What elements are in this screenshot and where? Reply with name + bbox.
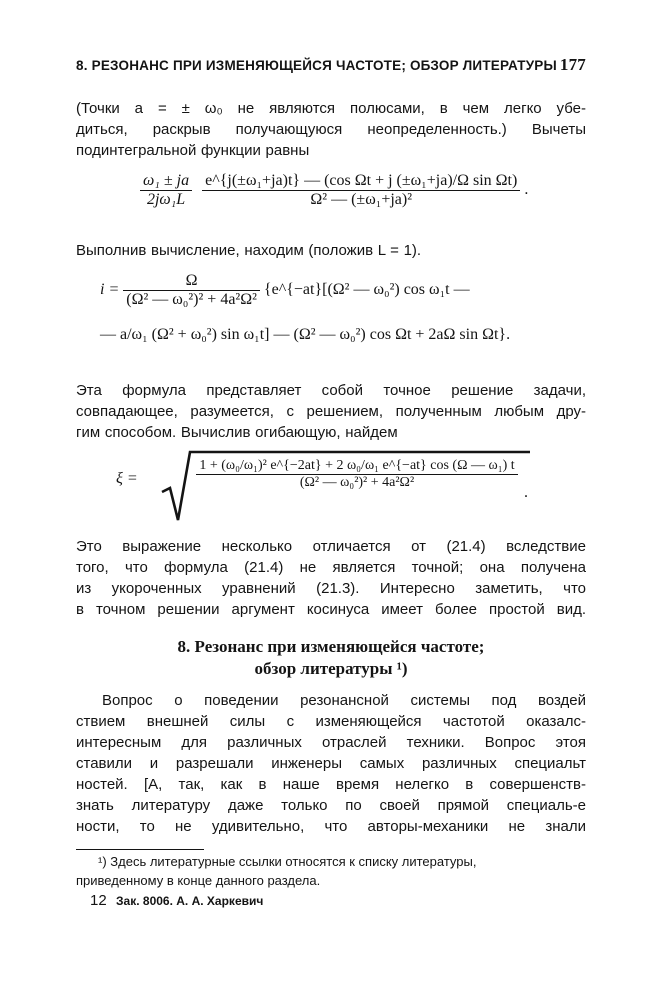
text-line: того, что формула (21.4) не является точной; она получена	[76, 559, 586, 576]
text-line: Вопрос о поведении резонансной системы под воздей	[102, 692, 586, 709]
formula-denominator: (Ω² — ω₀²)² + 4a²Ω²	[123, 290, 260, 309]
formula-numerator: 1 + (ω₀/ω₁)² e^{−2at} + 2 ω₀/ω₁ e^{−at} cos (Ω — ω₁) t	[199, 458, 515, 473]
sheet-signature: 12	[90, 892, 107, 909]
text-line: Это выражение несколько отличается от (21.4) вследствие	[76, 538, 586, 555]
footnote-line: ¹) Здесь литературные ссылки относятся к списку литературы,	[98, 854, 477, 869]
formula-period: .	[524, 484, 528, 501]
text-line: совпадающее, разумеется, с решением, полученным любым дру-	[76, 403, 586, 420]
footnote	[76, 852, 586, 890]
formula-current-line2	[100, 326, 510, 344]
formula-current-line1	[100, 272, 470, 309]
imprint-text: Зак. 8006. А. А. Харкевич	[116, 894, 264, 908]
running-title: 8. РЕЗОНАНС ПРИ ИЗМЕНЯЮЩЕЙСЯ ЧАСТОТЕ; ОБЗОР ЛИТЕРАТУРЫ	[76, 58, 557, 73]
text-line: Выполнив вычисление, находим (положив L = 1).	[76, 242, 422, 259]
text-line: интересным для различных отраслей техники. Вопрос этоя	[76, 734, 586, 751]
formula-main-numerator: e^{j(±ω₁+ja)t} — (cos Ωt + j (±ω₁+ja)/Ω sin Ωt)	[205, 172, 518, 189]
formula-continuation: — a/ω₁ (Ω² + ω₀²) sin ω₁t] — (Ω² — ω₀²) cos Ωt + 2aΩ sin Ωt}.	[100, 326, 511, 343]
text-line: (Точки a = ± ω₀ не являются полюсами, в чем легко убе-	[76, 100, 586, 117]
page-number: 177	[559, 55, 586, 74]
text-line: Эта формула представляет собой точное решение задачи,	[76, 382, 586, 399]
paragraph-compute	[76, 240, 586, 261]
text-line: ностей. [А, так, как в наше время нелегко в совершенств-	[76, 776, 586, 793]
text-line: гим способом. Вычислив огибающую, найдем	[76, 424, 398, 441]
text-line: из укороченных уравнений (21.3). Интересно заметить, что	[76, 580, 586, 597]
printer-imprint	[90, 892, 263, 909]
formula-lhs: i =	[100, 281, 120, 299]
formula-fraction	[196, 458, 518, 491]
text-line: подинтегральной функции равны	[76, 142, 310, 159]
footnote-divider	[76, 849, 204, 850]
section-heading-line1: 8. Резонанс при изменяющейся частоте;	[177, 637, 485, 656]
formula-envelope-lhs	[116, 470, 138, 488]
formula-denominator: (Ω² — ω₀²)² + 4a²Ω²	[196, 474, 518, 491]
text-line: ставили и разрешали инженеры самых различных специальт	[76, 755, 586, 772]
text-line: в точном решении аргумент косинуса имеет более простой вид.	[76, 601, 586, 618]
running-header	[76, 55, 586, 80]
text-line: знать литературу даже только по своей прямой специаль-е	[76, 797, 586, 814]
formula-lhs: ξ =	[116, 470, 138, 487]
paragraph-difference	[76, 536, 586, 620]
formula-main-fraction	[202, 172, 520, 209]
formula-main-denominator: Ω² — (±ω₁+ja)²	[202, 190, 520, 209]
formula-envelope-fraction	[196, 458, 526, 491]
formula-bracket: {e^{−at}[(Ω² — ω₀²) cos ω₁t —	[263, 281, 470, 299]
text-line: ствием внешней силы с изменяющейся частотой оказалс-	[76, 713, 586, 730]
section-heading	[76, 636, 586, 680]
formula-coef-numerator: ω₁ ± ja	[143, 172, 190, 189]
paragraph-intro	[76, 98, 586, 161]
formula-fraction	[123, 272, 260, 309]
paragraph-exact-solution	[76, 380, 586, 443]
formula-coefficient	[140, 172, 192, 209]
text-line: диться, раскрыв получающуюся неопределенность.) Вычеты	[76, 121, 586, 138]
paragraph-history	[76, 690, 586, 837]
formula-residues: $\frac{\text{ω₁ ± ja}}{\text{2jω₁L}}$ $\frac{\text{e\textasciicircum{}\{j(±ω₁+ja)t\} — (cos Ωt + j (±ω₁+ja)/Ω sin Ωt)}}{\text{Ω² — (±ω₁+ja)²}}$ .	[140, 172, 528, 209]
text-line: ности, то не удивительно, что авторы-механики не знали	[76, 818, 586, 835]
formula-coef-denominator: 2jω₁L	[140, 190, 192, 209]
footnote-line: приведенному в конце данного раздела.	[76, 873, 321, 888]
formula-numerator: Ω	[185, 272, 198, 289]
section-heading-line2: обзор литературы ¹)	[254, 659, 408, 678]
